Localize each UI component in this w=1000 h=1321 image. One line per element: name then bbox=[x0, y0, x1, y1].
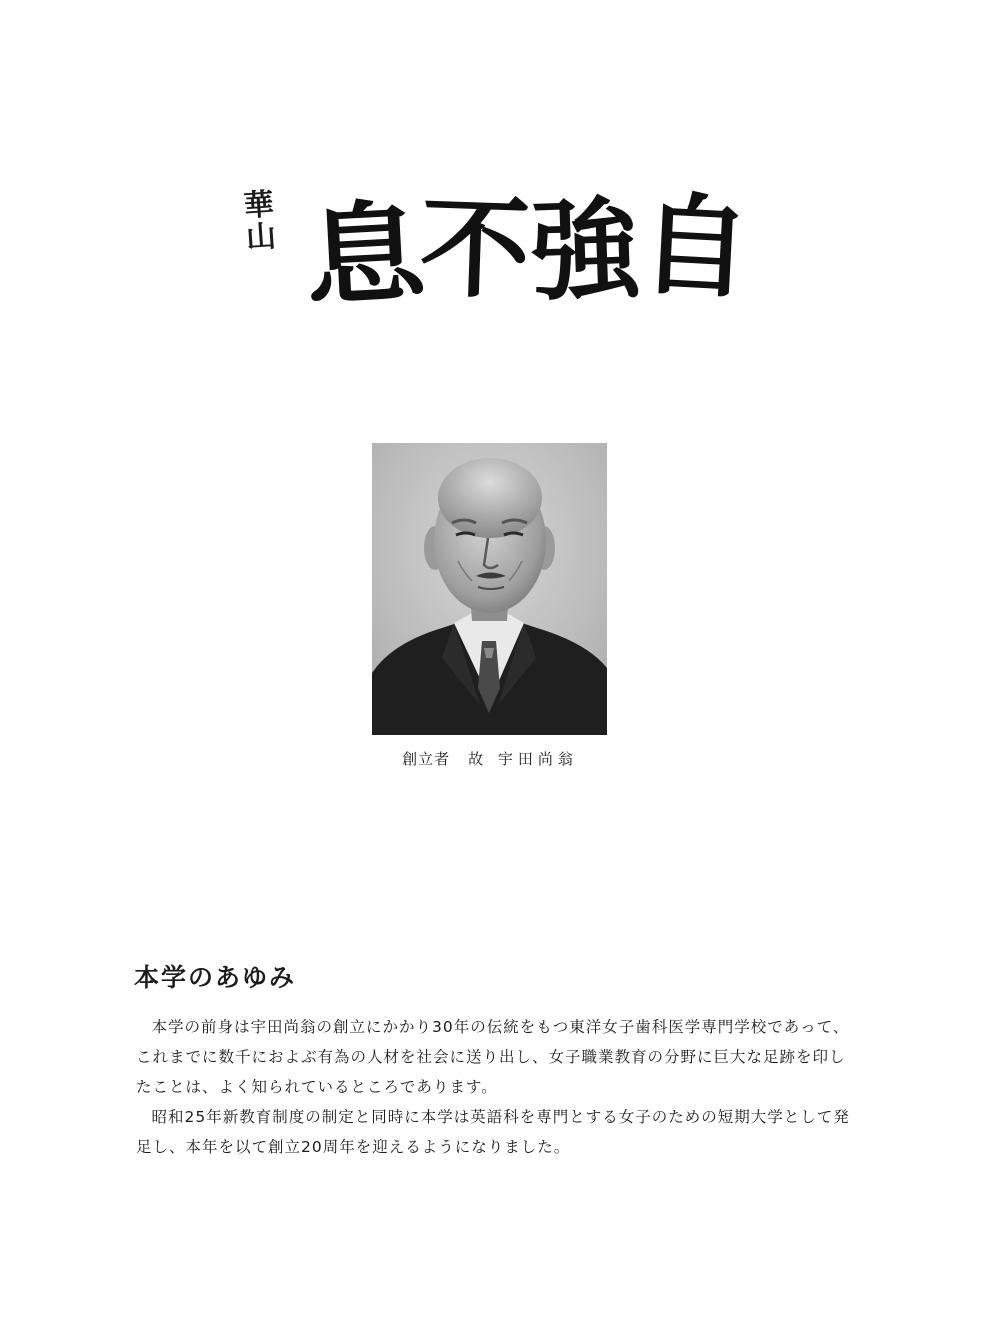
history-paragraph: 昭和25年新教育制度の制定と同時に本学は英語科を専門とする女子のための短期大学として発足し、本年を以て創立20周年を迎えるようになりました。 bbox=[136, 1108, 850, 1156]
calligraphy-heading bbox=[240, 170, 760, 340]
portrait-caption bbox=[300, 748, 680, 769]
section-title: 本学のあゆみ bbox=[134, 963, 297, 992]
founder-portrait bbox=[372, 443, 607, 735]
caption-role: 創立者 bbox=[402, 750, 451, 768]
motto-char: 強 bbox=[527, 184, 643, 317]
signature-char: 華 bbox=[242, 187, 276, 225]
motto-char: 自 bbox=[637, 179, 754, 314]
motto-char: 息 bbox=[301, 186, 429, 323]
portrait-image bbox=[372, 443, 607, 735]
history-body bbox=[136, 1012, 856, 1162]
calligraphy-signature bbox=[238, 189, 282, 256]
history-paragraph: 本学の前身は宇田尚翁の創立にかかり30年の伝統をもつ東洋女子歯科医学専門学校であって、これまでに数千におよぶ有為の人材を社会に送り出し、女子職業教育の分野に巨大な足跡を印したことは、よく知られているところであります。 bbox=[136, 1018, 850, 1096]
calligraphy-motto bbox=[301, 170, 754, 340]
signature-char: 山 bbox=[244, 218, 278, 256]
caption-name: 故 宇田尚翁 bbox=[468, 750, 578, 768]
motto-char: 不 bbox=[418, 182, 533, 315]
